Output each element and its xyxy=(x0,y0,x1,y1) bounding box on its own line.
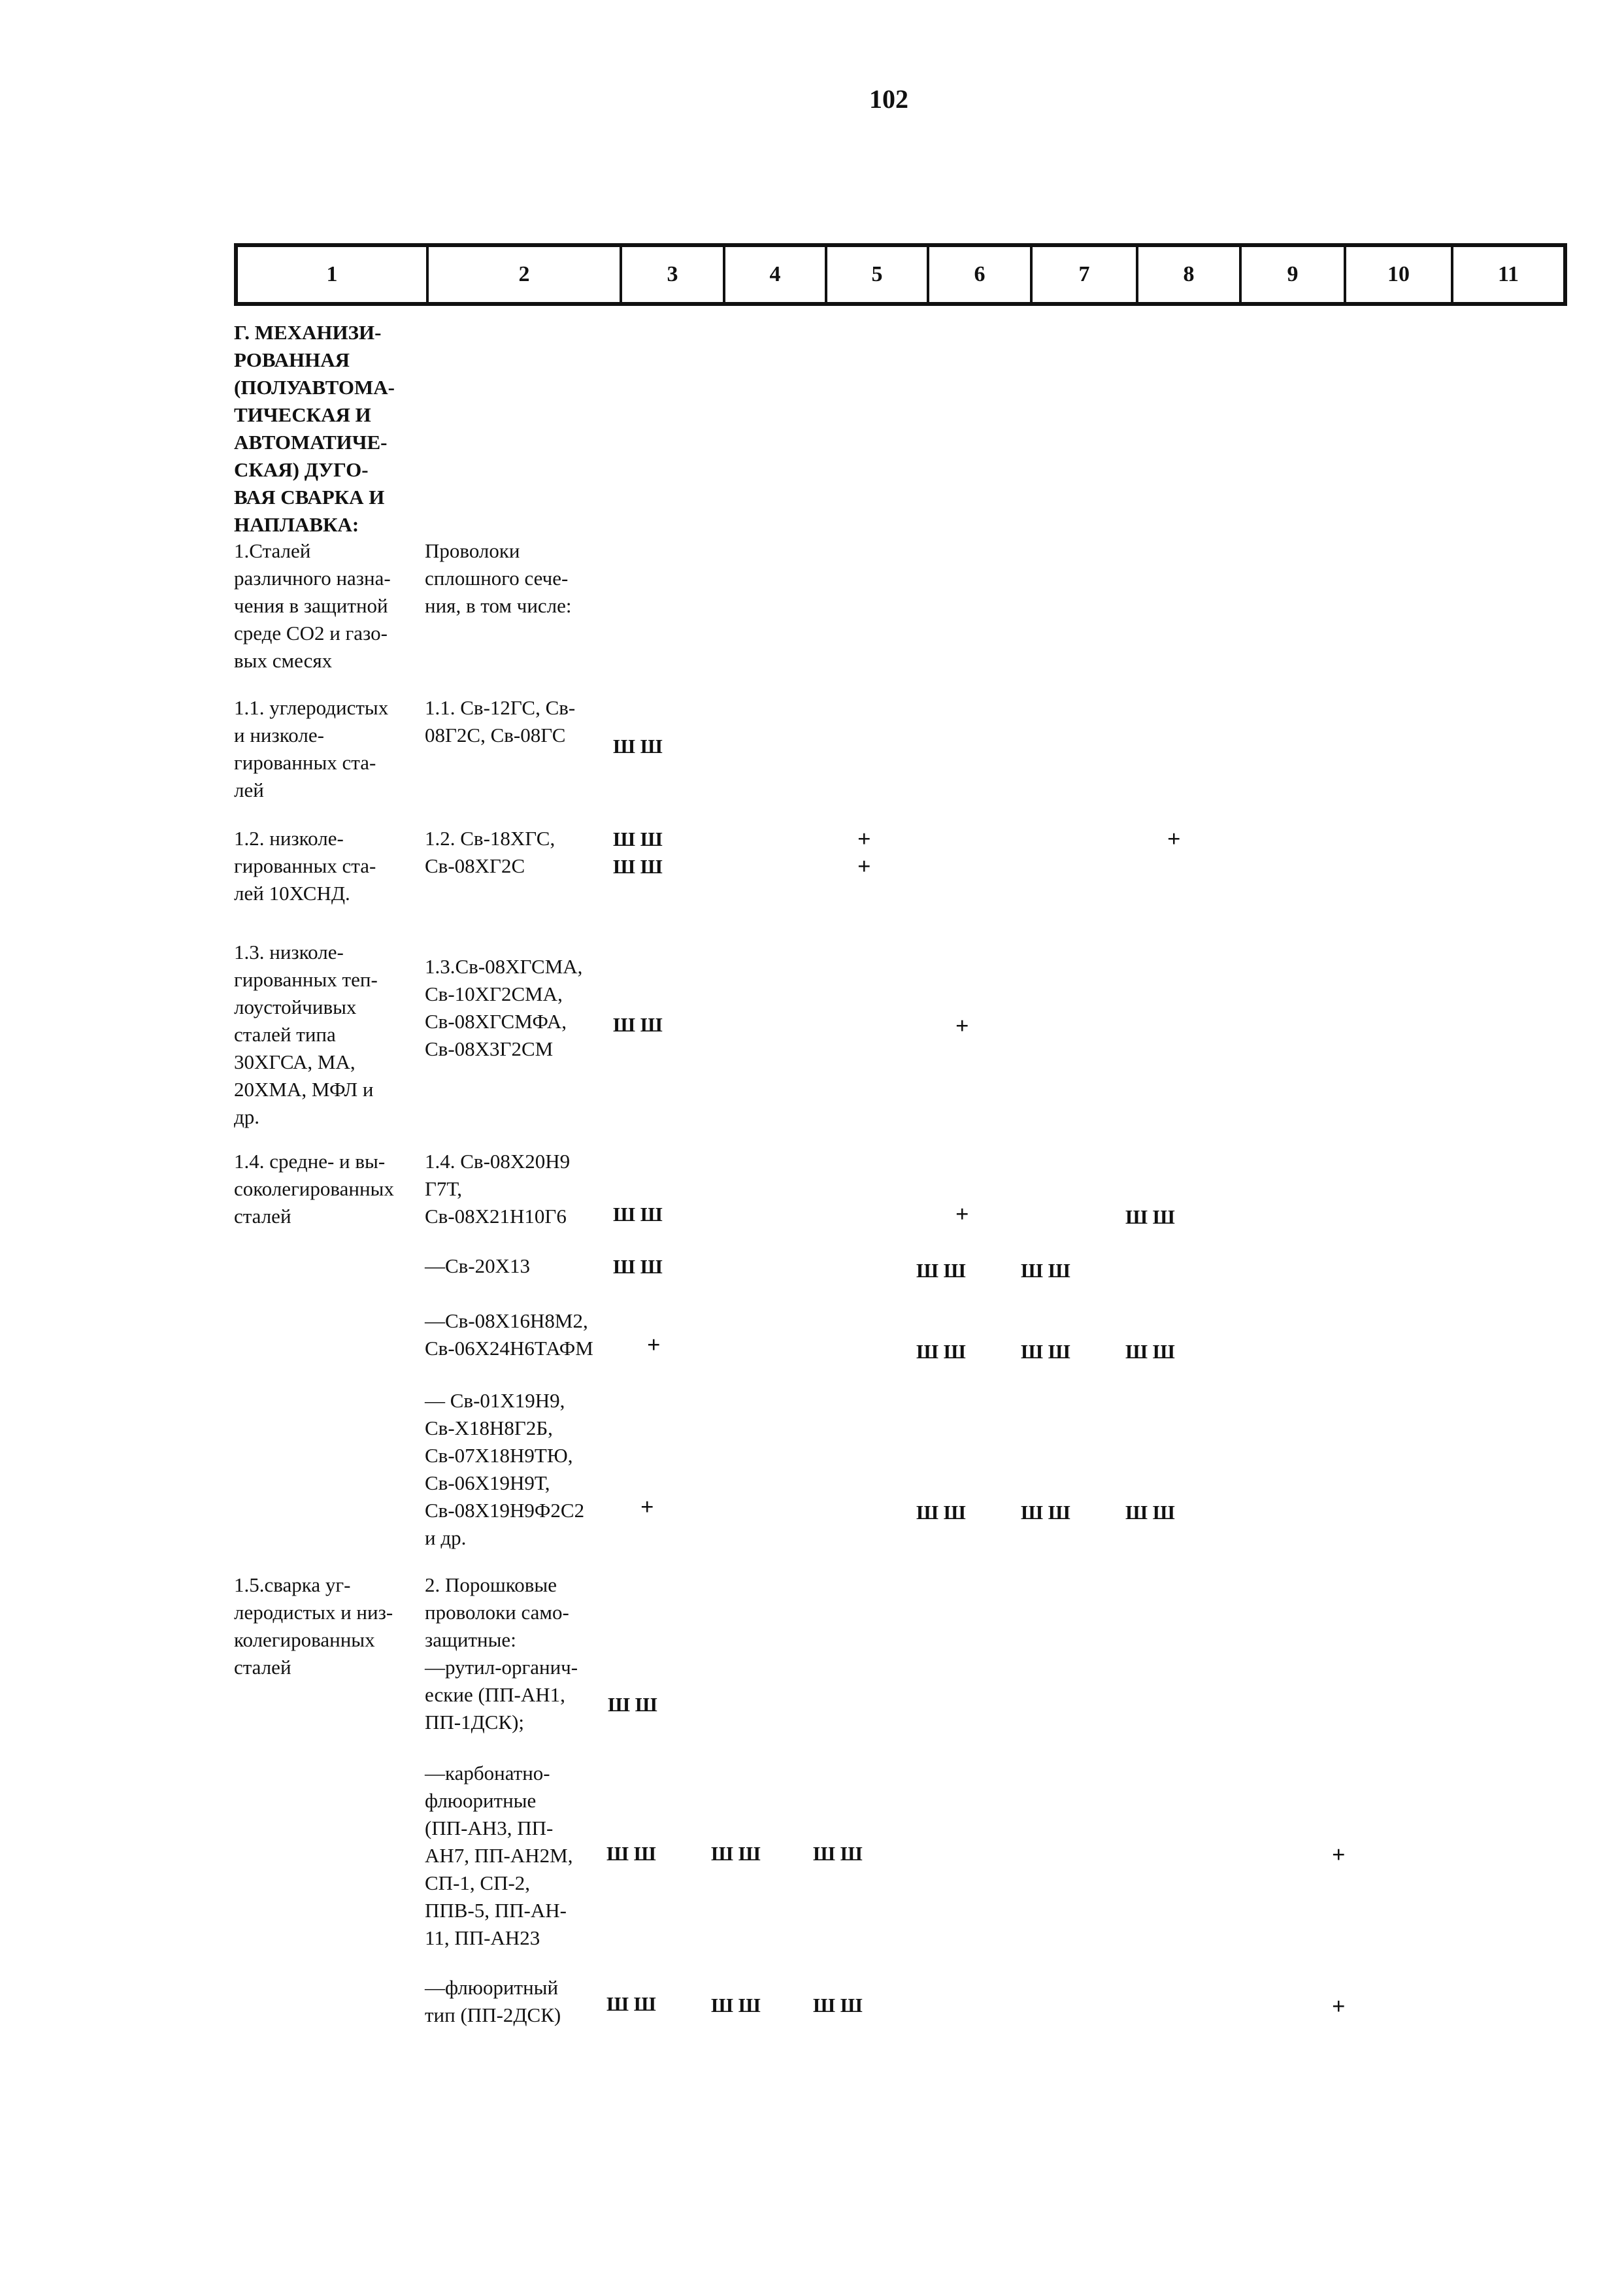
plus-mark-col6: + xyxy=(955,1013,969,1039)
cell-line: гированных теп- xyxy=(234,968,378,991)
cell-line: —флюоритный xyxy=(425,1976,559,1999)
column-header-4: 4 xyxy=(725,247,827,302)
row-1-4b-wire xyxy=(425,1252,614,1280)
cell-line: лей 10ХСНД. xyxy=(234,882,350,905)
cell-line: (ПП-АН3, ПП- xyxy=(425,1817,554,1839)
cell-line: Св-08ХГСМФА, xyxy=(425,1010,567,1033)
rating-col3: Ш Ш xyxy=(613,1203,663,1226)
section-title-line: АВТОМАТИЧЕ- xyxy=(234,431,388,454)
rating-col4: Ш Ш xyxy=(711,1842,761,1865)
section-title xyxy=(234,319,417,539)
column-header-10: 10 xyxy=(1346,247,1453,302)
rating-col5: Ш Ш xyxy=(813,1842,863,1865)
cell-line: 1.3. низколе- xyxy=(234,941,344,963)
cell-line: лей xyxy=(234,779,264,801)
rating-col3: Ш Ш xyxy=(613,1255,663,1278)
cell-line: 20ХМА, МФЛ и xyxy=(234,1078,374,1101)
row-1-5b-wire xyxy=(425,1760,614,1952)
rating-col4: Ш Ш xyxy=(711,1994,761,2017)
column-header-2: 2 xyxy=(429,247,622,302)
cell-line: 1.3.Св-08ХГСМА, xyxy=(425,955,583,978)
row-1-5-steel xyxy=(234,1571,417,1681)
column-header-11: 11 xyxy=(1497,262,1519,286)
rating-col3: Ш Ш xyxy=(613,1013,663,1036)
cell-line: и др. xyxy=(425,1526,467,1549)
section-title-line: ТИЧЕСКАЯ И xyxy=(234,403,371,426)
cell-line: колегированных xyxy=(234,1628,375,1651)
section-title-line: (ПОЛУАВТОМА- xyxy=(234,376,395,399)
plus-mark-col10: + xyxy=(1332,1841,1346,1868)
cell-line: ния, в том числе: xyxy=(425,594,572,617)
cell-line: Св-10ХГ2СМА, xyxy=(425,982,563,1005)
rating-col8: Ш Ш xyxy=(1125,1501,1175,1524)
cell-line: и низколе- xyxy=(234,724,324,746)
plus-mark-col10: + xyxy=(1332,1993,1346,2019)
cell-line: леродистых и низ- xyxy=(234,1601,393,1624)
cell-line: 1.1. Св-12ГС, Св- xyxy=(425,696,576,719)
cell-line: чения в защитной xyxy=(234,594,388,617)
row-1-3-steel xyxy=(234,939,417,1131)
table-header-row xyxy=(234,243,1567,306)
rating-col8: Ш Ш xyxy=(1125,1205,1175,1228)
cell-line: 1.Сталей xyxy=(234,539,311,562)
column-header-7: 7 xyxy=(1033,247,1138,302)
column-header-3: 3 xyxy=(622,247,725,302)
cell-line: проволоки само- xyxy=(425,1601,569,1624)
cell-line: 1.4. Св-08Х20Н9 xyxy=(425,1150,571,1173)
section-title-line: НАПЛАВКА: xyxy=(234,513,359,536)
row-1-3-wire xyxy=(425,953,614,1063)
column-header-6: 6 xyxy=(929,247,1033,302)
cell-line: Св-08Х3Г2СМ xyxy=(425,1037,554,1060)
plus-mark-col6: + xyxy=(955,1201,969,1227)
cell-line: еские (ПП-АН1, xyxy=(425,1683,565,1706)
rating-col6: Ш Ш xyxy=(916,1340,966,1363)
cell-line: вых смесях xyxy=(234,649,333,672)
row-1-2-wire xyxy=(425,825,614,880)
group1-wire-description xyxy=(425,537,614,620)
cell-line: Св-Х18Н8Г2Б, xyxy=(425,1416,553,1439)
cell-line: 08Г2С, Св-08ГС xyxy=(425,724,566,746)
cell-line: гированных ста- xyxy=(234,854,376,877)
cell-line: Св-08ХГ2С xyxy=(425,854,525,877)
cell-line: АН7, ПП-АН2М, xyxy=(425,1844,573,1867)
section-title-line: ВАЯ СВАРКА И xyxy=(234,486,385,509)
cell-line: тип (ПП-2ДСК) xyxy=(425,2003,561,2026)
cell-line: флюоритные xyxy=(425,1789,537,1812)
column-header-8: 8 xyxy=(1138,247,1242,302)
cell-line: среде СО2 и газо- xyxy=(234,622,388,645)
cell-line: Св-08Х21Н10Г6 xyxy=(425,1205,567,1228)
cell-line: сплошного сече- xyxy=(425,567,569,590)
cell-line: Св-06Х19Н9Т, xyxy=(425,1471,550,1494)
row-1-2-steel xyxy=(234,825,417,907)
cell-line: ПП-1ДСК); xyxy=(425,1711,525,1734)
rating-col7: Ш Ш xyxy=(1021,1501,1070,1524)
cell-line: соколегированных xyxy=(234,1177,394,1200)
column-header-9: 9 xyxy=(1242,247,1346,302)
row-1-5-wire xyxy=(425,1571,614,1736)
rating-col8: Ш Ш xyxy=(1125,1340,1175,1363)
section-title-line: Г. МЕХАНИЗИ- xyxy=(234,321,382,344)
cell-line: сталей xyxy=(234,1205,291,1228)
plus-mark-col8: + xyxy=(1167,826,1181,852)
cell-line: Св-07Х18Н9ТЮ, xyxy=(425,1444,573,1467)
cell-line: 1.4. средне- и вы- xyxy=(234,1150,386,1173)
rating-col6: Ш Ш xyxy=(916,1259,966,1282)
cell-line: сталей типа xyxy=(234,1023,336,1046)
cell-line: 1.2. низколе- xyxy=(234,827,344,850)
cell-line: —рутил-органич- xyxy=(425,1656,578,1679)
row-1-4d-wire xyxy=(425,1387,614,1552)
section-title-line: РОВАННАЯ xyxy=(234,348,350,371)
rating-col3: Ш Ш xyxy=(613,855,663,878)
rating-col7: Ш Ш xyxy=(1021,1340,1070,1363)
cell-line: Св-06Х24Н6ТАФМ xyxy=(425,1337,593,1360)
cell-line: 1.2. Св-18ХГС, xyxy=(425,827,555,850)
cell-line: —Св-08Х16Н8М2, xyxy=(425,1309,588,1332)
page-number: 102 xyxy=(869,84,908,114)
column-header-1: 1 xyxy=(238,247,429,302)
rating-col3: Ш Ш xyxy=(606,1992,656,2015)
rating-col3: Ш Ш xyxy=(613,735,663,758)
row-1-1-steel xyxy=(234,694,417,804)
plus-mark-col3: + xyxy=(647,1332,661,1358)
cell-line: Проволоки xyxy=(425,539,520,562)
cell-line: 30ХГСА, МА, xyxy=(234,1050,356,1073)
plus-mark-col5: + xyxy=(857,853,871,879)
group1-steel-description xyxy=(234,537,417,675)
rating-col5: Ш Ш xyxy=(813,1994,863,2017)
cell-line: гированных ста- xyxy=(234,751,376,774)
plus-mark-col5: + xyxy=(857,826,871,852)
cell-line: — Св-01Х19Н9, xyxy=(425,1389,565,1412)
row-1-4-wire xyxy=(425,1148,614,1230)
rating-col6: Ш Ш xyxy=(916,1501,966,1524)
row-1-4c-wire xyxy=(425,1307,614,1362)
cell-line: 11, ПП-АН23 xyxy=(425,1926,540,1949)
cell-line: СП-1, СП-2, xyxy=(425,1871,531,1894)
cell-line: лоустойчивых xyxy=(234,996,357,1018)
rating-col3: Ш Ш xyxy=(613,828,663,850)
rating-col3: Ш Ш xyxy=(608,1693,657,1716)
rating-col7: Ш Ш xyxy=(1021,1259,1070,1282)
cell-line: ППВ-5, ПП-АН- xyxy=(425,1899,567,1922)
cell-line: 1.5.сварка уг- xyxy=(234,1573,351,1596)
cell-line: сталей xyxy=(234,1656,291,1679)
cell-line: Св-08Х19Н9Ф2С2 xyxy=(425,1499,585,1522)
row-1-4-steel xyxy=(234,1148,417,1230)
cell-line: др. xyxy=(234,1105,260,1128)
cell-line: различного назна- xyxy=(234,567,391,590)
cell-line: Г7Т, xyxy=(425,1177,463,1200)
cell-line: —карбонатно- xyxy=(425,1762,550,1784)
row-1-5c-wire xyxy=(425,1974,614,2029)
column-header-5: 5 xyxy=(827,247,929,302)
cell-line: 1.1. углеродистых xyxy=(234,696,389,719)
cell-line: защитные: xyxy=(425,1628,516,1651)
cell-line: 2. Порошковые xyxy=(425,1573,557,1596)
plus-mark-col3: + xyxy=(640,1494,654,1520)
cell-line: —Св-20Х13 xyxy=(425,1254,531,1277)
rating-col3: Ш Ш xyxy=(606,1842,656,1865)
section-title-line: СКАЯ) ДУГО- xyxy=(234,458,369,481)
row-1-1-wire xyxy=(425,694,614,749)
